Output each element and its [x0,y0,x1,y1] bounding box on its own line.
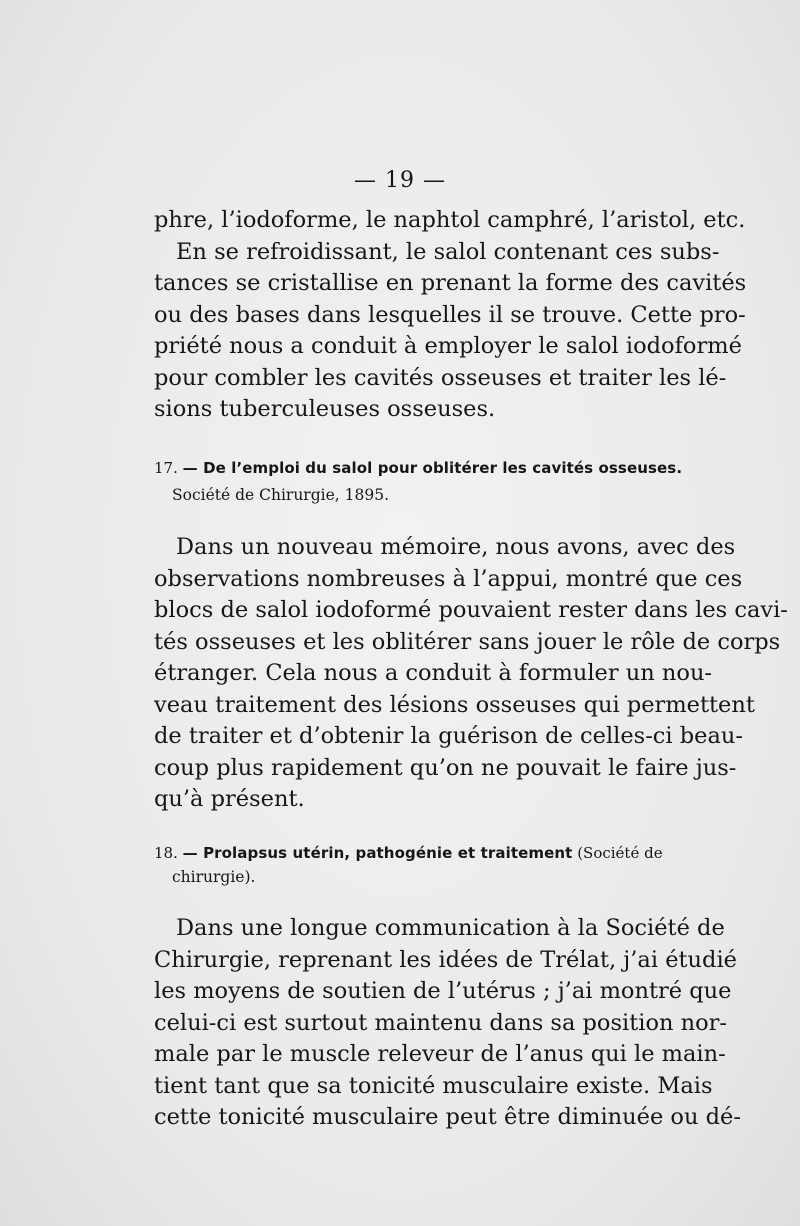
text-line: étranger. Cela nous a conduit à formuler un nou- [154,660,713,686]
text-line: de traiter et d’obtenir la guérison de celles-ci beau- [154,723,743,749]
text-line: tient tant que sa tonicité musculaire existe. Mais [154,1072,713,1099]
text-line: ou des bases dans lesquelles il se trouve. Cette pro- [154,301,746,328]
entry-17-title [154,456,690,480]
entry-number: 17. [154,459,178,477]
entry-17-source: Société de Chirurgie, 1895. [172,486,389,504]
text-line: Dans un nouveau mémoire, nous avons, avec des [176,534,736,560]
text-line: phre, l’iodoforme, le naphtol camphré, l’aristol, etc. [154,207,746,233]
text-line: coup plus rapidement qu’on ne pouvait le faire jus- [154,754,737,781]
entry-heading: — De l’emploi du salol pour oblitérer les cavités osseuses. [182,459,683,477]
text-line: qu’à présent. [154,786,305,812]
text-line: tances se cristallise en prenant la forme des cavités [154,270,747,296]
intro-paragraph [154,205,747,426]
text-line: observations nombreuses à l’appui, montré que ces [154,565,743,592]
text-line: tés osseuses et les oblitérer sans jouer le rôle de corps [154,628,781,655]
paragraph-17 [154,532,788,816]
text-line: En se refroidissant, le salol contenant ces subs- [176,238,720,265]
text-line: male par le muscle releveur de l’anus qui le main- [154,1041,726,1067]
text-line: veau traitement des lésions osseuses qui permettent [154,691,755,718]
entry-heading: — Prolapsus utérin, pathogénie et traitement [182,844,573,862]
text-line: blocs de salol iodoformé pouvaient rester dans les cavi- [154,597,788,623]
entry-18-title [154,841,690,865]
text-line: cette tonicité musculaire peut être diminuée ou dé- [154,1104,741,1130]
entry-source-inline: (Société de [572,844,663,862]
page-number: — 19 — [354,168,446,193]
entry-number: 18. [154,844,178,862]
paragraph-18 [154,913,741,1134]
text-line: pour combler les cavités osseuses et traiter les lé- [154,364,727,391]
text-line: Dans une longue communication à la Société de [176,915,725,941]
entry-18-source: chirurgie). [172,868,256,886]
text-line: celui-ci est surtout maintenu dans sa position nor- [154,1009,728,1036]
text-line: les moyens de soutien de l’utérus ; j’ai montré que [154,978,732,1004]
text-line: sions tuberculeuses osseuses. [154,396,496,422]
text-line: Chirurgie, reprenant les idées de Trélat, j’ai étudié [154,946,737,973]
text-line: priété nous a conduit à employer le salol iodoformé [154,333,742,359]
